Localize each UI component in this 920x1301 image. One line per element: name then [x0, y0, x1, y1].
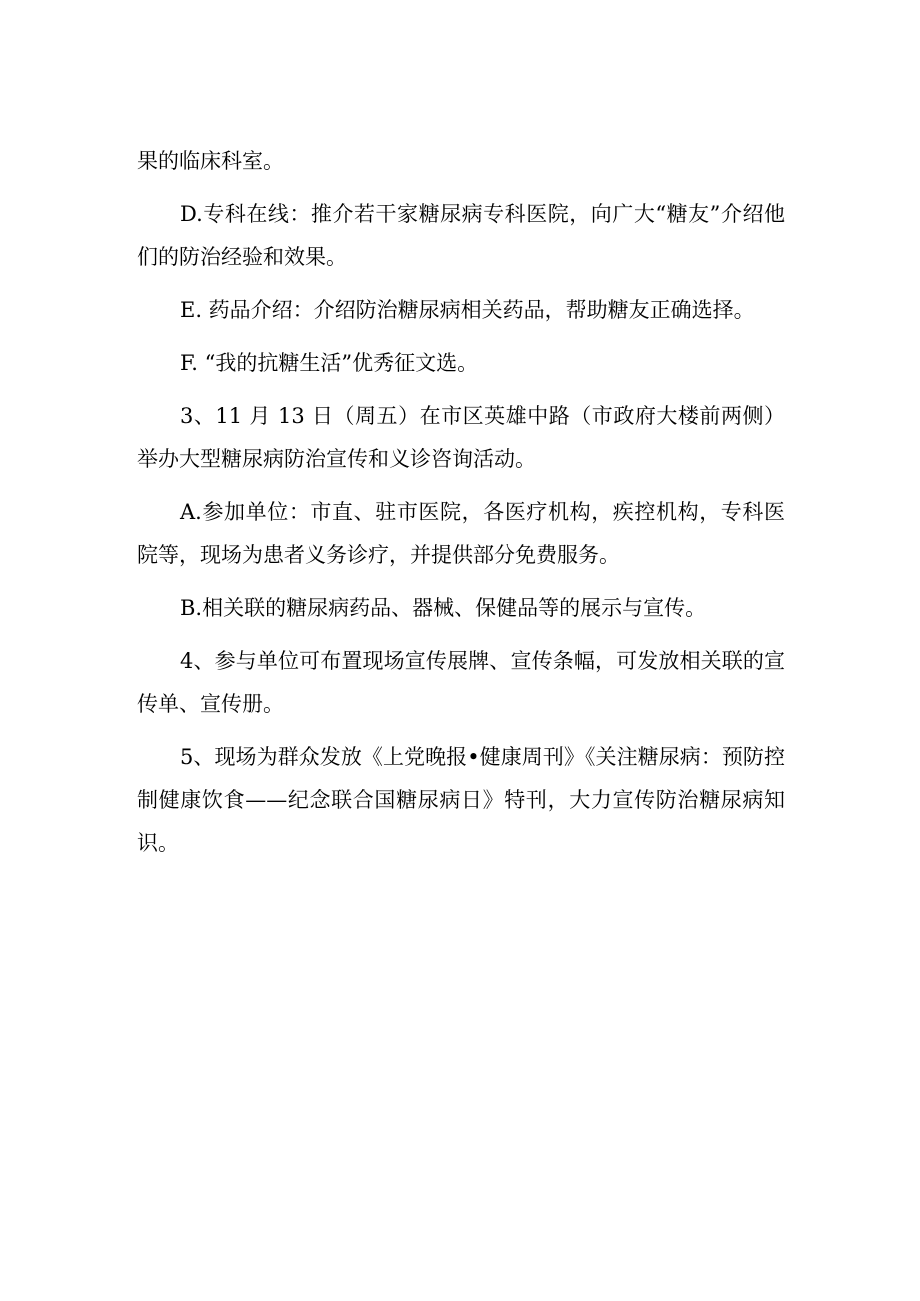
- paragraph-continuation: 果的临床科室。: [137, 149, 284, 173]
- paragraph-item-e: E. 药品介绍：介绍防治糖尿病相关药品，帮助糖友正确选择。: [180, 298, 755, 322]
- paragraph-item-5: 5、现场为群众发放《上党晚报•健康周刊》《关注糖尿病：预防控制健康饮食——纪念联合国糖尿病日》特刊，大力宣传防治糖尿病知识。: [137, 745, 785, 855]
- document-body: [137, 140, 785, 875]
- paragraph-item-3: 3、11 月 13 日（周五）在市区英雄中路（市政府大楼前两侧）举办大型糖尿病防治宣传和义诊咨询活动。: [137, 404, 785, 471]
- paragraph-item-b: B.相关联的糖尿病药品、器械、保健品等的展示与宣传。: [180, 596, 707, 620]
- paragraph-item-f: F. “我的抗糖生活”优秀征文选。: [180, 351, 479, 375]
- paragraph-item-4: 4、参与单位可布置现场宣传展牌、宣传条幅，可发放相关联的宣传单、宣传册。: [137, 649, 785, 716]
- paragraph-item-d: D.专科在线：推介若干家糖尿病专科医院，向广大“糖友”介绍他们的防治经验和效果。: [137, 202, 785, 269]
- paragraph-item-a: A.参加单位：市直、驻市医院，各医疗机构，疾控机构，专科医院等，现场为患者义务诊疗，并提供部分免费服务。: [137, 500, 785, 567]
